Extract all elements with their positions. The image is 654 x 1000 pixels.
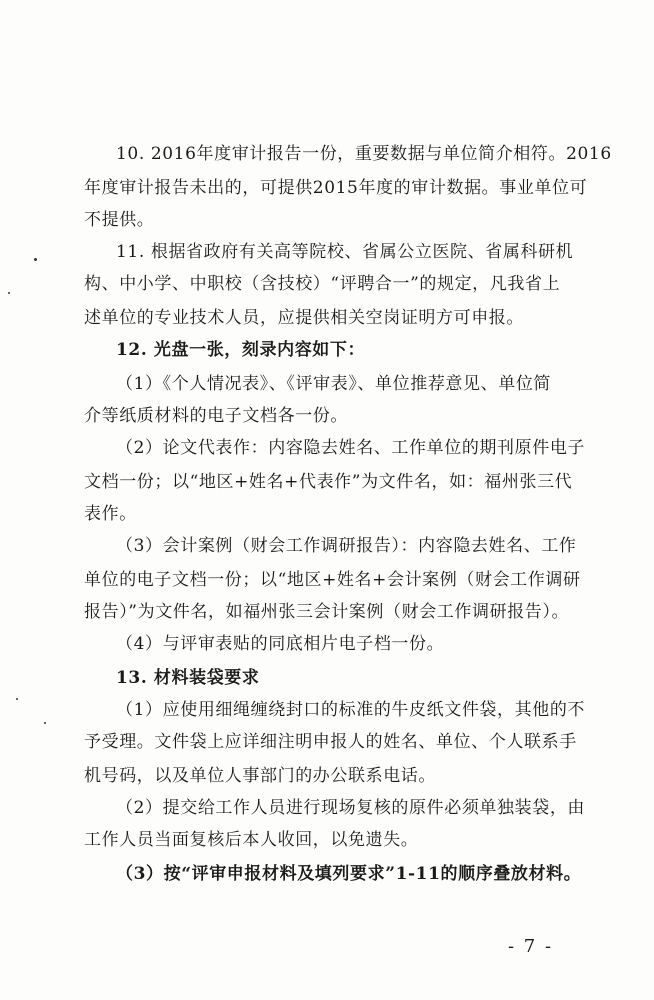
text-line: 构、中小学、中职校（含技校）“评聘合一”的规定，凡我省上 xyxy=(84,274,561,294)
text-line: 述单位的专业技术人员，应提供相关空岗证明方可申报。 xyxy=(84,308,524,328)
text-line: （2）论文代表作：内容隐去姓名、工作单位的期刊原件电子 xyxy=(116,438,586,458)
text-line: 介等纸质材料的电子文档各一份。 xyxy=(84,406,348,426)
text-line: 予受理。文件袋上应详细注明申报人的姓名、单位、个人联系手 xyxy=(84,732,577,752)
text-line: （3）按“评审申报材料及填列要求”1-11的顺序叠放材料。 xyxy=(116,864,582,884)
scan-speck xyxy=(34,258,37,261)
text-line: 单位的电子文档一份；以“地区+姓名+会计案例（财会工作调研 xyxy=(84,570,581,590)
scan-speck xyxy=(16,698,18,700)
section-heading: 12. 光盘一张，刻录内容如下： xyxy=(116,340,366,360)
text-line: 年度审计报告未出的，可提供2015年度的审计数据。事业单位可 xyxy=(84,178,588,198)
text-line: 文档一份；以“地区+姓名+代表作”为文件名，如：福州张三代 xyxy=(84,472,573,492)
section-heading: 13. 材料装袋要求 xyxy=(116,668,260,688)
scan-speck xyxy=(8,292,10,294)
text-line: （4）与评审表贴的同底相片电子档一份。 xyxy=(116,634,445,654)
text-line: 工作人员当面复核后本人收回，以免遗失。 xyxy=(84,830,419,850)
text-line: 报告）”为文件名，如福州张三会计案例（财会工作调研报告）。 xyxy=(84,602,570,622)
scan-speck xyxy=(44,722,46,724)
text-line: （1）《个人情况表》、《评审表》、单位推荐意见、单位简 xyxy=(116,374,552,394)
text-line: （1）应使用细绳缠绕封口的标准的牛皮纸文件袋，其他的不 xyxy=(116,700,586,720)
text-line: （2）提交给工作人员进行现场复核的原件必须单独装袋，由 xyxy=(116,798,586,818)
page-number: - 7 - xyxy=(508,936,554,957)
text-line: 机号码，以及单位人事部门的办公联系电话。 xyxy=(84,766,436,786)
text-line: （3）会计案例（财会工作调研报告）：内容隐去姓名、工作 xyxy=(116,536,577,556)
text-line: 不提供。 xyxy=(84,210,155,230)
text-line: 11. 根据省政府有关高等院校、省属公立医院、省属科研机 xyxy=(116,242,574,262)
text-line: 表作。 xyxy=(84,504,137,524)
text-line: 10. 2016年度审计报告一份，重要数据与单位简介相符。2016 xyxy=(116,144,612,164)
